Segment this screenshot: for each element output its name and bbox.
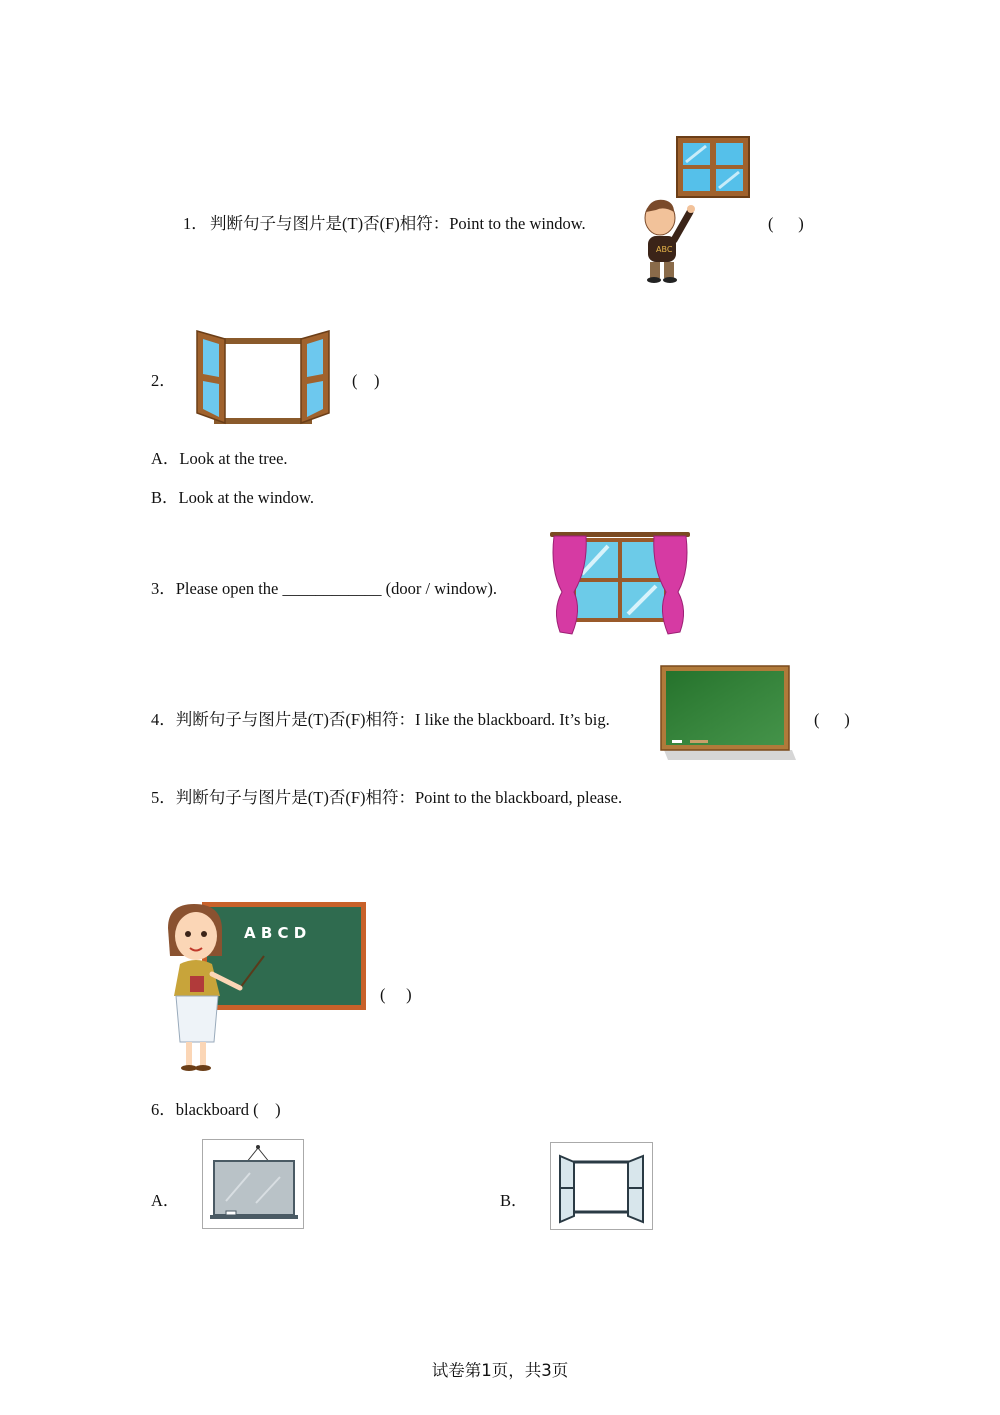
q2-option-b: B．Look at the window. xyxy=(151,488,314,507)
q1-number: 1． xyxy=(183,214,208,233)
q3-text: 3．Please open the ____________ (door / window). xyxy=(151,579,497,598)
q2-open-window-icon xyxy=(195,329,331,425)
q6-option-b-label: B． xyxy=(500,1191,528,1210)
boy-pointing-icon xyxy=(636,196,698,284)
q1-window-icon xyxy=(676,136,750,198)
q4-text: 4．判断句子与图片是(T)否(F)相符：I like the blackboard. It’s big. xyxy=(151,710,610,729)
q1-text: 判断句子与图片是(T)否(F)相符：Point to the window. xyxy=(210,214,586,233)
q4-answer-paren: ( ) xyxy=(814,710,850,729)
q2-option-a: A．Look at the tree. xyxy=(151,449,288,468)
q4-blackboard-icon xyxy=(660,664,796,760)
q6-text: 6．blackboard ( ) xyxy=(151,1100,281,1119)
svg-text:ABC: ABC xyxy=(656,245,673,254)
q5-board-letters: A B C D xyxy=(244,924,307,942)
q6-option-b-window-icon xyxy=(550,1142,653,1230)
q2-number: 2． xyxy=(151,371,176,390)
q2-answer-paren: ( ) xyxy=(352,371,380,390)
q5-answer-paren: ( ) xyxy=(380,985,412,1004)
q1-answer-paren: ( ) xyxy=(768,214,804,233)
q3-curtain-window-icon xyxy=(548,530,692,636)
page-footer: 试卷第1页，共3页 xyxy=(431,1361,569,1380)
q5-teacher-blackboard-icon xyxy=(160,900,368,1074)
q6-option-a-blackboard-icon xyxy=(202,1139,304,1229)
q5-text: 5．判断句子与图片是(T)否(F)相符：Point to the blackboard, please. xyxy=(151,788,623,807)
q6-option-a-label: A． xyxy=(151,1191,180,1210)
